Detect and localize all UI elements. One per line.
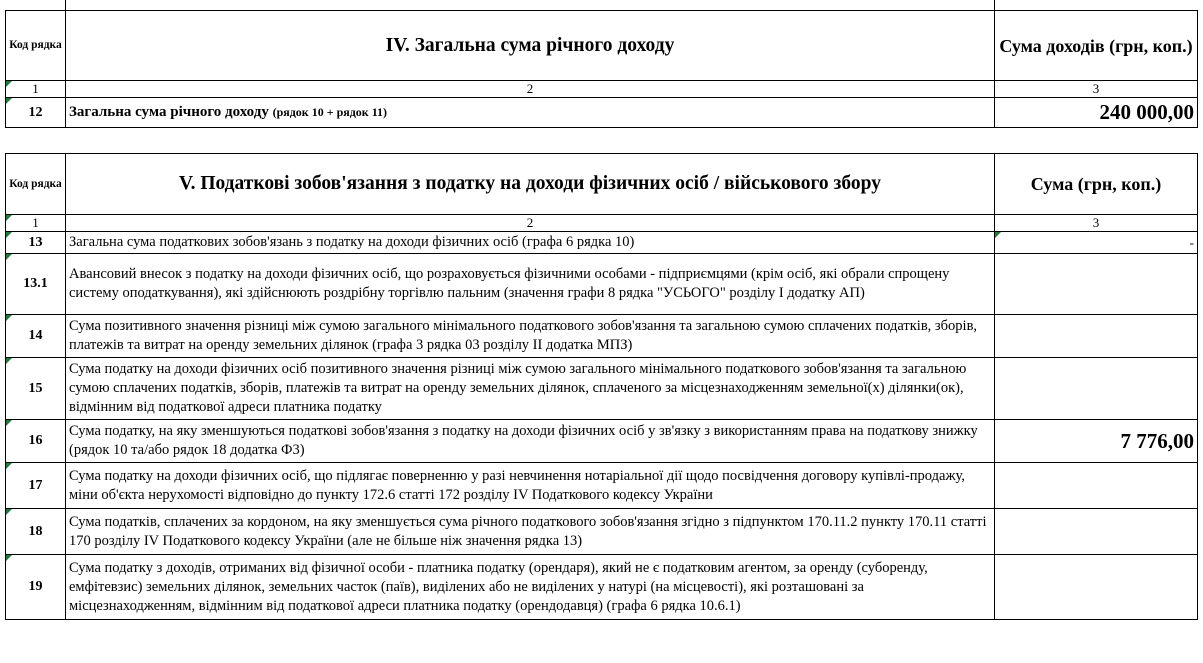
row-description: Сума податку, на яку зменшуються податкові зобов'язання з податку на доходи фізичних осіб у зв'язку з використанням права на податкову знижку (рядок 10 та/або рядок 18 додатка Ф3) xyxy=(66,420,995,463)
row-code: 18 xyxy=(6,509,66,555)
column-number-3: 3 xyxy=(995,215,1198,232)
row-12 xyxy=(6,98,1198,128)
row-code: 17 xyxy=(6,463,66,509)
row-17 xyxy=(6,463,1198,509)
row-value[interactable] xyxy=(995,509,1198,555)
row-description: Сума податку з доходів, отриманих від фізичної особи - платника податку (орендаря), який не є податковим агентом, за оренду (суборенду, емфітевзис) земельних ділянок, земельних часток (паїв), виділених або не виділених у натурі (на місцевості), які розташовані за місцезнаходженням, відмінним від податкової адреси платника податку (орендодавця) (графа 6 рядка 10.6.1) xyxy=(66,555,995,620)
row-18 xyxy=(6,509,1198,555)
row-code: 13 xyxy=(6,232,66,254)
row-13 xyxy=(6,232,1198,254)
section-v-table xyxy=(5,153,1198,620)
row-19 xyxy=(6,555,1198,620)
row-16 xyxy=(6,420,1198,463)
column-number-2: 2 xyxy=(66,215,995,232)
amount-column-header: Сума доходів (грн, коп.) xyxy=(995,11,1198,81)
row-note: (рядок 10 + рядок 11) xyxy=(272,105,388,119)
row-code: 16 xyxy=(6,420,66,463)
row-description: Сума податку на доходи фізичних осіб позитивного значення різниці між сумою загального мінімального податкового зобов'язання та загальною сумою сплачених податків, зборів, платежів та витрат на оренду земельних ділянок, сплаченого за місцезнаходженням земельної(х) ділянки(ок), відмінним від податкової адреси платника податку xyxy=(66,358,995,420)
section-iv-title: IV. Загальна сума річного доходу xyxy=(66,11,995,81)
column-number-2: 2 xyxy=(66,81,995,98)
row-value[interactable]: 240 000,00 xyxy=(995,98,1198,128)
row-code: 15 xyxy=(6,358,66,420)
row-15 xyxy=(6,358,1198,420)
row-code: 12 xyxy=(6,98,66,128)
amount-column-header: Сума (грн, коп.) xyxy=(995,154,1198,215)
top-divider-left xyxy=(65,0,66,10)
row-code: 19 xyxy=(6,555,66,620)
column-number-3: 3 xyxy=(995,81,1198,98)
section-v-header-row xyxy=(6,154,1198,215)
section-v-title: V. Податкові зобов'язання з податку на доходи фізичних осіб / військового збору xyxy=(66,154,995,215)
top-divider-right xyxy=(994,0,995,10)
column-number-1: 1 xyxy=(6,81,66,98)
row-description: Авансовий внесок з податку на доходи фізичних осіб, що розраховується фізичними особами - підприємцями (крім осіб, які обрали спрощену систему оподаткування), які здійснюють роздрібну торгівлю пальним (значення графи 8 рядка "УСЬОГО" розділу І додатку АП) xyxy=(66,254,995,315)
row-value[interactable] xyxy=(995,254,1198,315)
row-value[interactable] xyxy=(995,315,1198,358)
row-code: 14 xyxy=(6,315,66,358)
row-description: Сума позитивного значення різниці між сумою загального мінімального податкового зобов'язання та загальною сумою сплачених податків, зборів, платежів та витрат на оренду земельних ділянок (графа 3 рядка 03 розділу ІІ додатка МПЗ) xyxy=(66,315,995,358)
row-value[interactable] xyxy=(995,358,1198,420)
row-13-1 xyxy=(6,254,1198,315)
row-description: Сума податку на доходи фізичних осіб, що підлягає поверненню у разі невчинення нотаріальної дії щодо посвідчення договору купівлі-продажу, міни об'єкта нерухомості відповідно до пункту 172.6 статті 172 розділу IV Податкового кодексу України xyxy=(66,463,995,509)
row-label: Загальна сума річного доходу xyxy=(69,104,269,120)
section-iv-header-row xyxy=(6,11,1198,81)
row-14 xyxy=(6,315,1198,358)
row-code: 13.1 xyxy=(6,254,66,315)
row-description: Загальна сума податкових зобов'язань з податку на доходи фізичних осіб (графа 6 рядка 10) xyxy=(66,232,995,254)
column-number-row xyxy=(6,215,1198,232)
row-description: Сума податків, сплачених за кордоном, на яку зменшується сума річного податкового зобов'язання згідно з підпунктом 170.11.2 пункту 170.11 статті 170 розділу IV Податкового кодексу України (але не більше ніж значення рядка 13) xyxy=(66,509,995,555)
code-column-header: Код рядка xyxy=(6,154,66,215)
row-description xyxy=(66,98,995,128)
row-value[interactable] xyxy=(995,463,1198,509)
row-value[interactable]: - xyxy=(995,232,1198,254)
column-number-1: 1 xyxy=(6,215,66,232)
code-column-header: Код рядка xyxy=(6,11,66,81)
column-number-row xyxy=(6,81,1198,98)
row-value[interactable]: 7 776,00 xyxy=(995,420,1198,463)
section-iv-table xyxy=(5,10,1198,128)
row-value[interactable] xyxy=(995,555,1198,620)
